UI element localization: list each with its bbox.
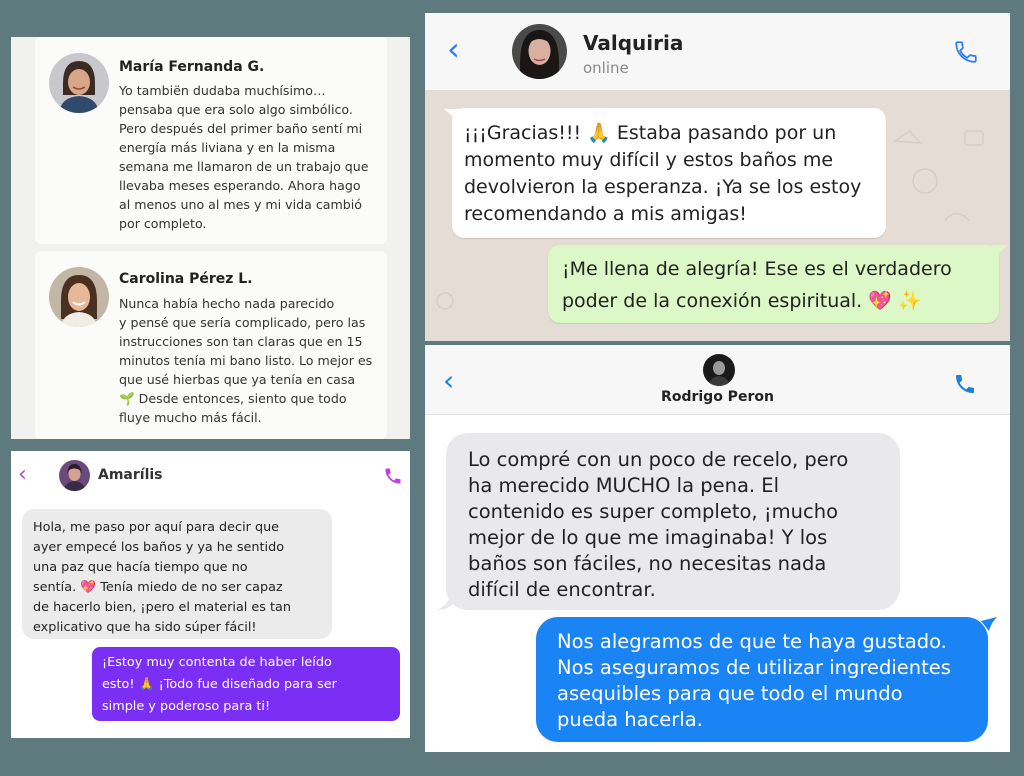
testimonials-panel [11,37,410,439]
contact-name: Amarílis [98,467,163,483]
phone-icon[interactable] [383,466,403,486]
avatar-carolina [49,267,109,327]
testimonial-card-maria [35,37,387,244]
testimonial-card-carolina [35,251,387,439]
avatar-rodrigo[interactable] [703,354,735,386]
valquiria-chat-panel [425,13,1010,341]
chat-header [11,451,410,501]
rodrigo-chat-panel [425,345,1010,752]
incoming-message-bubble: Hola, me paso por aquí para decir que ayer empecé los baños y ya he sentido una paz que hacía tiempo que no sentía. 💖 Tenía miedo de no ser capaz de hacerlo bien, ¡pero el material es tan explicativo que ha sido súper fácil! [22,509,332,639]
back-chevron-icon[interactable]: ‹ [447,30,460,68]
avatar-amarilis-image [59,460,90,491]
avatar-valquiria-image [512,24,567,79]
contact-status: online [583,59,629,77]
testimonial-text: Yo tambiën dudaba muchísimo… pensaba que era solo algo simbólico. Pero después del primer baño sentí mi energía más liviana y en la misma semana me llamaron de un trabajo que llevaba meses esperando. Ahora hago al menos uno al mes y mi vida cambió por completo. [119,83,369,231]
incoming-message-bubble: Lo compré con un poco de recelo, pero ha merecido MUCHO la pena. El contenido es super completo, ¡mucho mejor de lo que me imaginaba! Y los baños son fáciles, no necesitas nada difícil de encontrar. [446,433,900,610]
avatar-rodrigo-image [703,354,735,386]
testimonial-text: Nunca había hecho nada parecido y pensé que sería complicado, pero las instrucciones son tan claras que en 15 minutos tenía mi bano listo. Lo mejor es que usé hierbas que ya tenía en casa 🌱 Desde entonces, siento que todo fluye mucho más fácil. [119,296,373,425]
outgoing-message-bubble: ¡Estoy muy contenta de haber leído esto! 🙏 ¡Todo fue diseñado para ser simple y poderoso para ti! [92,647,400,721]
avatar-maria [49,53,109,113]
avatar-amarilis[interactable] [59,460,90,491]
back-chevron-icon[interactable]: ‹ [443,364,455,397]
phone-icon[interactable] [953,372,977,396]
contact-name: Rodrigo Peron [661,389,774,405]
testimonial-name: Carolina Pérez L. [119,271,253,287]
incoming-message-bubble: ¡¡¡Gracias!!! 🙏 Estaba pasando por un momento muy difícil y estos baños me devolvieron la esperanza. ¡Ya se los estoy recomendando a mis amigas! [452,108,886,238]
avatar-carolina-image [49,267,109,327]
avatar-maria-image [49,53,109,113]
chat-header [425,345,1010,415]
chat-header [425,13,1010,91]
avatar-valquiria[interactable] [512,24,567,79]
testimonial-name: María Fernanda G. [119,59,265,75]
outgoing-message-bubble: ¡Me llena de alegría! Ese es el verdadero poder de la conexión espiritual. 💖 ✨ [548,245,999,323]
back-chevron-icon[interactable]: ‹ [18,462,27,487]
contact-name: Valquiria [583,31,684,55]
outgoing-message-bubble: Nos alegramos de que te haya gustado. Nos aseguramos de utilizar ingredientes asequibles para que todo el mundo pueda hacerla. [536,617,988,742]
phone-icon[interactable] [953,39,979,65]
amarilis-chat-panel [11,451,410,738]
